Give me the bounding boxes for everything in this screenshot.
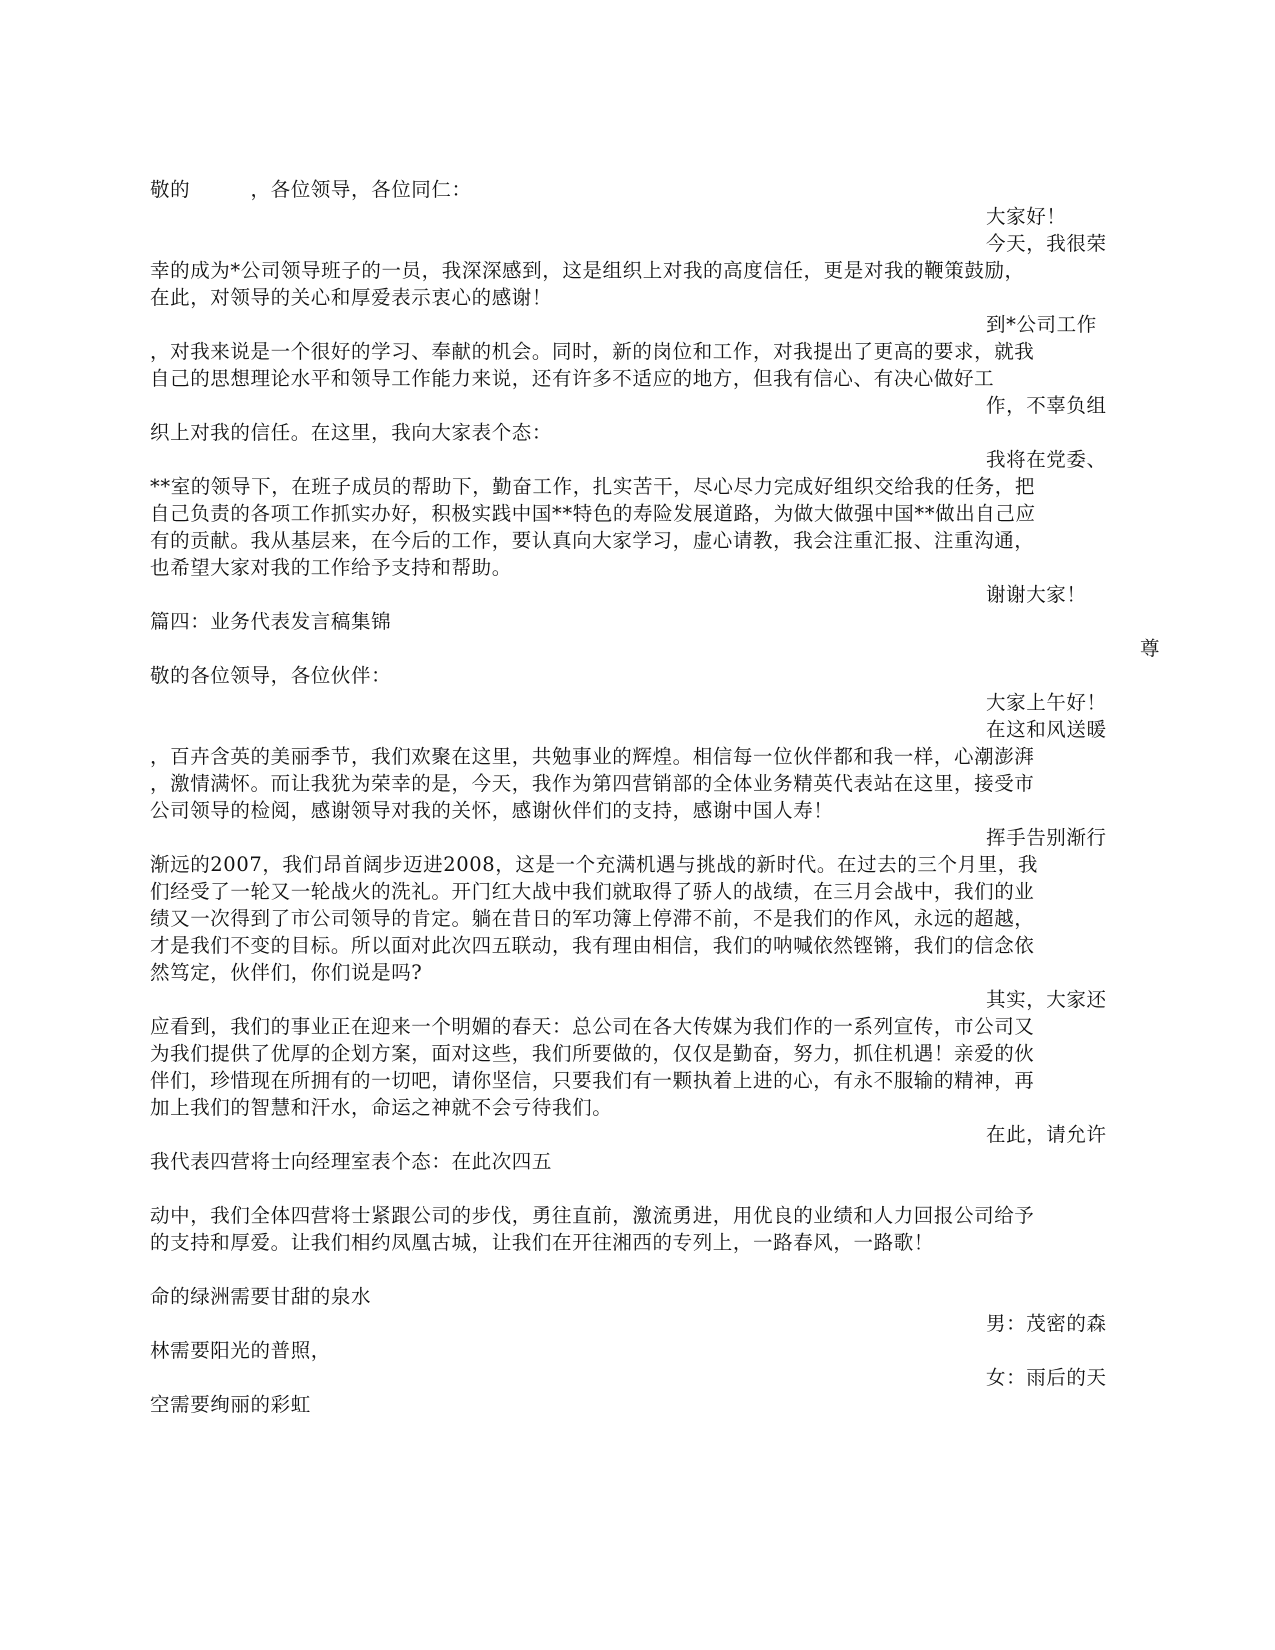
text-line: 渐远的2007，我们昂首阔步迈进2008，这是一个充满机遇与挑战的新时代。在过去的三个月里，我: [150, 853, 1038, 876]
text-line: 在这和风送暖: [986, 718, 1107, 741]
text-line: 才是我们不变的目标。所以面对此次四五联动，我有理由相信，我们的呐喊依然铿锵，我们的信念依: [150, 934, 1035, 957]
text-line: 敬的各位领导，各位伙伴：: [150, 664, 392, 687]
text-line: 们经受了一轮又一轮战火的洗礼。开门红大战中我们就取得了骄人的战绩，在三月会战中，我们的业: [150, 880, 1035, 903]
text-line: 自己负责的各项工作抓实办好，积极实践中国**特色的寿险发展道路，为做大做强中国**做出自己应: [150, 502, 1036, 525]
text-line: 敬的 ，各位领导，各位同仁：: [150, 178, 472, 201]
text-line: 谢谢大家！: [986, 583, 1087, 606]
text-line: 其实，大家还: [986, 988, 1107, 1011]
text-line: 织上对我的信任。在这里，我向大家表个态：: [150, 421, 553, 444]
text-line: 命的绿洲需要甘甜的泉水: [150, 1285, 372, 1308]
text-line: 大家好！: [986, 205, 1067, 228]
text-line: 伴们，珍惜现在所拥有的一切吧，请你坚信，只要我们有一颗执着上进的心，有永不服输的精神，再: [150, 1069, 1035, 1092]
text-line: 公司领导的检阅，感谢领导对我的关怀，感谢伙伴们的支持，感谢中国人寿！: [150, 799, 834, 822]
text-line: 到*公司工作: [986, 313, 1097, 336]
text-line: 也希望大家对我的工作给予支持和帮助。: [150, 556, 512, 579]
text-line: 林需要阳光的普照，: [150, 1339, 331, 1362]
text-line: 在此，请允许: [986, 1123, 1107, 1146]
text-line: 我代表四营将士向经理室表个态：在此次四五: [150, 1150, 553, 1173]
text-line: 空需要绚丽的彩虹: [150, 1393, 311, 1416]
text-line: 在此，对领导的关心和厚爱表示衷心的感谢！: [150, 286, 553, 309]
text-line: 幸的成为*公司领导班子的一员，我深深感到，这是组织上对我的高度信任，更是对我的鞭策鼓励，: [150, 259, 1025, 282]
text-line: 然笃定，伙伴们，你们说是吗?: [150, 961, 423, 984]
section-heading: 篇四：业务代表发言稿集锦: [150, 610, 392, 633]
text-line: 尊: [1140, 637, 1161, 660]
text-line: **室的领导下，在班子成员的帮助下，勤奋工作，扎实苦干，尽心尽力完成好组织交给我的任务，把: [150, 475, 1036, 498]
text-line: 动中，我们全体四营将士紧跟公司的步伐，勇往直前，激流勇进，用优良的业绩和人力回报公司给予: [150, 1204, 1035, 1227]
text-line: ，百卉含英的美丽季节，我们欢聚在这里，共勉事业的辉煌。相信每一位伙伴都和我一样，心潮澎湃: [150, 745, 1035, 768]
text-line: 今天，我很荣: [986, 232, 1107, 255]
text-line: 我将在党委、: [986, 448, 1107, 471]
text-line: 的支持和厚爱。让我们相约凤凰古城，让我们在开往湘西的专列上，一路春风，一路歌！: [150, 1231, 934, 1254]
text-line: 有的贡献。我从基层来，在今后的工作，要认真向大家学习，虚心请教，我会注重汇报、注重沟通，: [150, 529, 1035, 552]
text-line: 女：雨后的天: [986, 1366, 1107, 1389]
text-line: ，激情满怀。而让我犹为荣幸的是，今天，我作为第四营销部的全体业务精英代表站在这里，接受市: [150, 772, 1035, 795]
text-line: 自己的思想理论水平和领导工作能力来说，还有许多不适应的地方，但我有信心、有决心做好工: [150, 367, 995, 390]
text-line: 为我们提供了优厚的企划方案，面对这些，我们所要做的，仅仅是勤奋，努力，抓住机遇！亲爱的伙: [150, 1042, 1035, 1065]
text-line: 男：茂密的森: [986, 1312, 1107, 1335]
text-line: 应看到，我们的事业正在迎来一个明媚的春天：总公司在各大传媒为我们作的一系列宣传，市公司又: [150, 1015, 1035, 1038]
text-line: ，对我来说是一个很好的学习、奉献的机会。同时，新的岗位和工作，对我提出了更高的要求，就我: [150, 340, 1035, 363]
text-line: 作，不辜负组: [986, 394, 1107, 417]
text-line: 加上我们的智慧和汗水，命运之神就不会亏待我们。: [150, 1096, 613, 1119]
text-line: 挥手告别渐行: [986, 826, 1107, 849]
text-line: 绩又一次得到了市公司领导的肯定。躺在昔日的军功簿上停滞不前，不是我们的作风，永远的超越，: [150, 907, 1035, 930]
text-line: 大家上午好！: [986, 691, 1107, 714]
